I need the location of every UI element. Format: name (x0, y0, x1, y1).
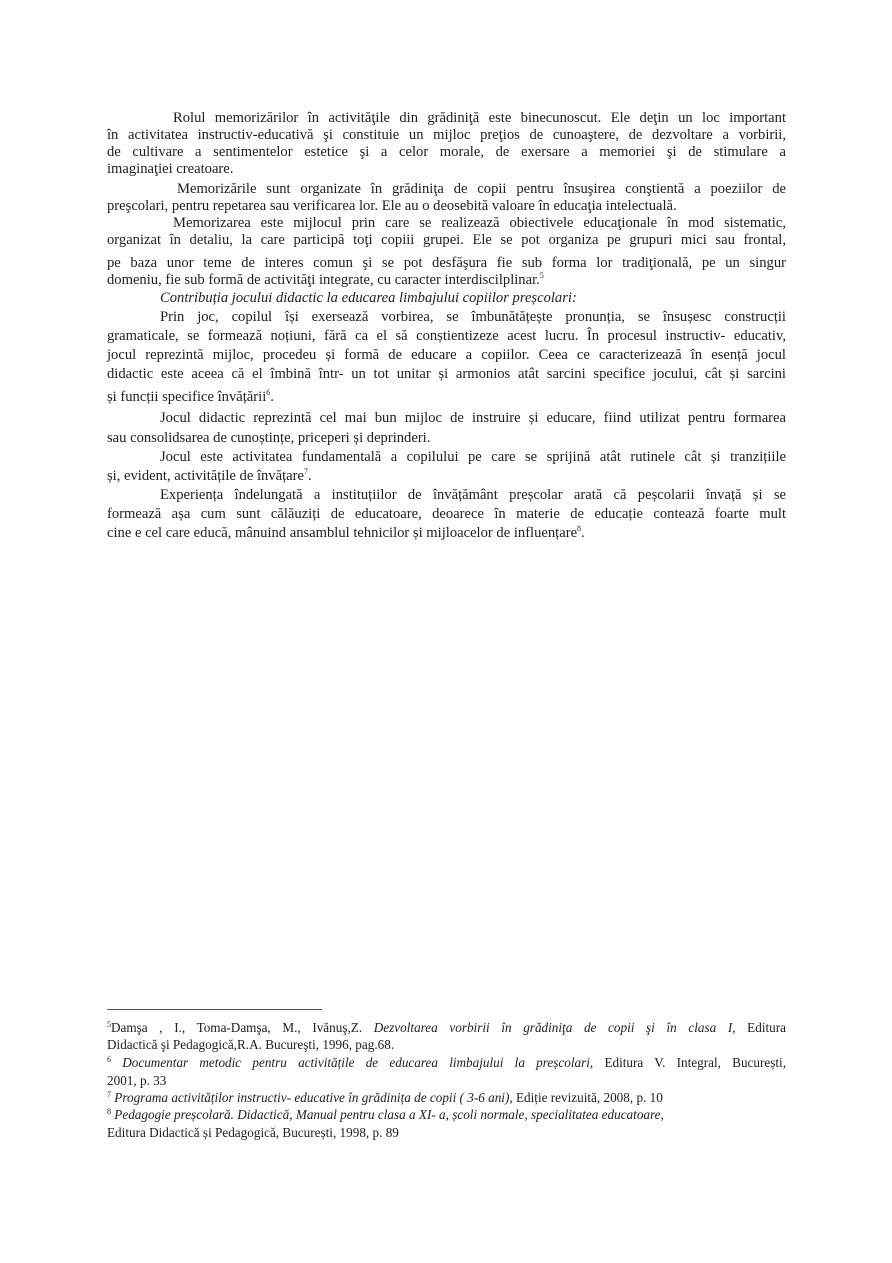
footnote-8-line-1 (107, 1106, 786, 1123)
footnote-5-title: Dezvoltarea vorbirii în grădiniţa de copii şi în clasa I, (373, 1020, 736, 1035)
paragraph-6-end: . (307, 468, 312, 484)
paragraph-1-line-4: imaginaţiei creatoare. (107, 161, 234, 177)
paragraph-3-line-1: Memorizarea este mijlocul prin care se realizează obiectivele educaţionale în mod sistematic, (173, 215, 786, 231)
paragraph-5-line-1: Jocul didactic reprezintă cel mai bun mijloc de instruire și educare, fiind utilizat pentru formarea (160, 410, 786, 426)
footnote-8-number: 8 (107, 1107, 111, 1116)
paragraph-3-line-4-text: domeniu, fie sub formă de activităţi integrate, cu caracter interdiscilplinar. (107, 272, 540, 288)
footnote-5-authors: Damşa , I., Toma-Damşa, M., Ivănuş,Z. (111, 1020, 374, 1035)
footnote-separator (107, 1009, 322, 1010)
footnote-7-publisher: Ediție revizuită, 2008, p. 10 (512, 1090, 663, 1105)
footnote-6-number: 6 (107, 1055, 111, 1064)
paragraph-4-line-2: gramaticale, se formează noțiuni, fără ca el să conștientizeze acest lucru. În procesul instructiv- educativ, (107, 328, 786, 344)
paragraph-6-line-2 (107, 467, 786, 485)
footnote-5-line-1 (107, 1019, 786, 1036)
paragraph-2-line-1: Memorizările sunt organizate în grădiniţa de copii pentru însuşirea conştientă a poeziilor de (177, 181, 786, 197)
footnote-6-line-2: 2001, p. 33 (107, 1073, 167, 1088)
paragraph-4-line-5 (107, 388, 786, 406)
paragraph-1-line-3: de cultivare a sentimentelor estetice şi a celor morale, de exersare a memoriei şi de stimulare a (107, 144, 786, 160)
paragraph-4-line-3: jocul reprezintă mijloc, procedeu și formă de educare a copiilor. Ceea ce caracterizează în esență jocul (107, 347, 786, 363)
paragraph-7-end: . (581, 525, 585, 541)
footnote-8-title: Pedagogie preșcolară. Didactică, Manual pentru clasa a XI- a, școli normale, specialitatea educatoare, (111, 1107, 664, 1122)
footnote-5-number: 5 (107, 1020, 111, 1029)
footnote-7-number: 7 (107, 1090, 111, 1099)
paragraph-7-line-2: formează așa cum sunt călăuziți de educatoare, deoarece în materie de educație contează foarte mult (107, 506, 786, 522)
footnote-7-title: Programa activităților instructiv- educative în grădinița de copii ( 3-6 ani), (111, 1090, 513, 1105)
footnote-8-line-2: Editura Didactică și Pedagogică, București, 1998, p. 89 (107, 1125, 399, 1140)
paragraph-2-line-2: preşcolari, pentru repetarea sau verificarea lor. Ele au o deosebită valoare în educaţia intelectuală. (107, 198, 677, 214)
section-heading: Contribuția jocului didactic la educarea limbajului copiilor preșcolari: (160, 290, 577, 306)
paragraph-4-line-4: didactic este aceea că el îmbină într- un tot unitar și armonios atât sarcini specifice jocului, cât și sarcini (107, 366, 786, 382)
footnote-ref-6[interactable]: 6 (266, 388, 271, 397)
footnote-7-line-1 (107, 1089, 786, 1106)
paragraph-5-line-2: sau consolidsarea de cunoștințe, priceperi și deprinderi. (107, 430, 431, 446)
footnote-ref-8[interactable]: 8 (577, 524, 582, 533)
paragraph-6-line-1: Jocul este activitatea fundamentală a copilului pe care se sprijină atât rutinele cât și tranzițiile (160, 449, 786, 465)
footnote-ref-5[interactable]: 5 (539, 271, 544, 280)
paragraph-3-line-2: organizat în detaliu, la care participă toţi copiii grupei. Ele se pot organiza pe grupuri mici sau frontal, (107, 232, 786, 248)
footnote-6-line-1 (107, 1054, 786, 1071)
footnote-5-line-2: Didactică şi Pedagogică,R.A. Bucureşti, 1996, pag.68. (107, 1037, 395, 1052)
paragraph-4-line-1: Prin joc, copilul își exersează vorbirea, se îmbunătățește pronunția, se însușesc construcții (160, 309, 786, 325)
footnote-5-publisher: Editura (735, 1020, 787, 1035)
paragraph-1-line-2: în activitatea instructiv-educativă şi constituie un mijloc preţios de cunoaştere, de dezvoltare a vorbirii, (107, 127, 786, 143)
paragraph-3-line-4 (107, 271, 786, 289)
paragraph-3-line-3: pe baza unor teme de interes comun şi se pot desfăşura fie sub forma lor tradiţională, pe un singur (107, 255, 786, 271)
paragraph-7-line-3-text: cine e cel care educă, mânuind ansamblul tehnicilor și mijloacelor de influențare (107, 525, 578, 541)
paragraph-4-line-5-text: și funcții specifice învățării (107, 389, 267, 405)
footnote-6-title: Documentar metodic pentru activitățile de educarea limbajului la preșcolari (111, 1055, 590, 1070)
footnote-ref-7[interactable]: 7 (303, 467, 308, 476)
paragraph-1-line-1: Rolul memorizărilor în activităţile din grădiniţă este binecunoscut. Ele deţin un loc important (173, 110, 786, 126)
paragraph-7-line-3 (107, 524, 786, 542)
footnote-6-publisher: , Editura V. Integral, București, (589, 1055, 787, 1070)
paragraph-4-end: . (270, 389, 274, 405)
paragraph-7-line-1: Experiența îndelungată a instituțiilor de învățământ preșcolar arată că peșcolarii învață și se (160, 487, 786, 503)
paragraph-6-line-2-text: și, evident, activitățile de învățare (107, 468, 304, 484)
